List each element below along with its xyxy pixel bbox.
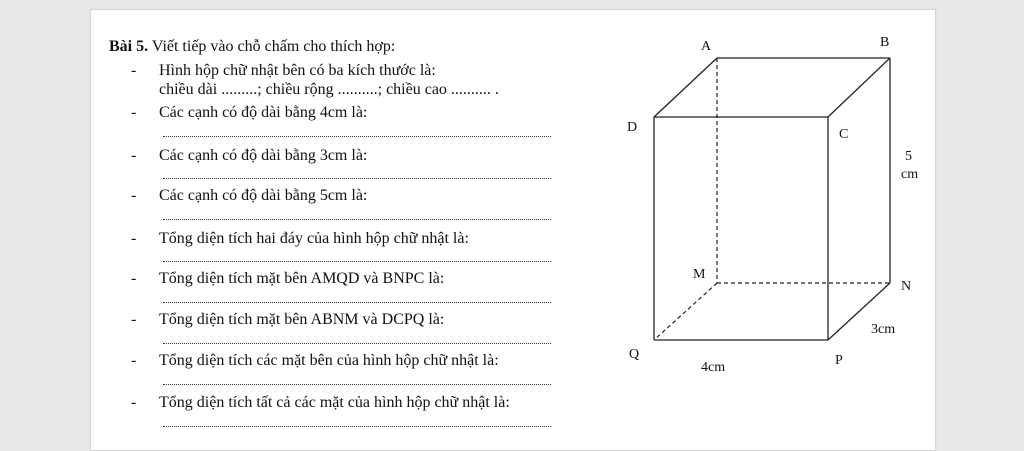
item-text: Các cạnh có độ dài bằng 3cm là: — [159, 147, 368, 164]
vertex-label-n: N — [901, 279, 912, 294]
bullet-dash: - — [131, 187, 137, 204]
item-text: Các cạnh có độ dài bằng 5cm là: — [159, 187, 368, 204]
bullet-dash: - — [131, 352, 137, 369]
bullet-dash: - — [131, 104, 137, 121]
vertex-label-b: B — [880, 35, 890, 50]
vertex-label-a: A — [701, 39, 712, 54]
item-text: Tổng diện tích hai đáy của hình hộp chữ nhật là: — [159, 230, 469, 247]
hidden-edge-mq — [654, 283, 717, 340]
height-unit-label: cm — [901, 167, 919, 182]
dimensions-line: chiều dài .........; chiều rộng ..........; chiều cao .......... . — [159, 81, 499, 98]
item-text: Tổng diện tích tất cả các mặt của hình hộp chữ nhật là: — [159, 394, 510, 411]
exercise-number: Bài 5. — [109, 38, 149, 55]
edge-da — [654, 58, 717, 117]
item-text: Các cạnh có độ dài bằng 4cm là: — [159, 104, 368, 121]
length-label: 4cm — [701, 360, 726, 375]
bullet-dash: - — [131, 147, 137, 164]
vertex-label-d: D — [627, 120, 638, 135]
bullet-dash: - — [131, 62, 137, 79]
bullet-dash: - — [131, 270, 137, 287]
worksheet-page — [90, 9, 936, 451]
width-label: 3cm — [871, 322, 896, 337]
vertex-label-m: M — [693, 267, 706, 282]
edge-cb — [828, 58, 890, 117]
item-text: Tổng diện tích các mặt bên của hình hộp chữ nhật là: — [159, 352, 499, 369]
height-value-label: 5 — [905, 149, 912, 164]
vertex-label-p: P — [835, 353, 843, 368]
bullet-dash: - — [131, 394, 137, 411]
vertex-label-c: C — [839, 127, 849, 142]
item-text: Tổng diện tích mặt bên AMQD và BNPC là: — [159, 270, 445, 287]
item-text: Hình hộp chữ nhật bên có ba kích thước là: — [159, 62, 436, 79]
bullet-dash: - — [131, 230, 137, 247]
vertex-label-q: Q — [629, 347, 640, 362]
item-text: Tổng diện tích mặt bên ABNM và DCPQ là: — [159, 311, 445, 328]
exercise-instruction: Viết tiếp vào chỗ chấm cho thích hợp: — [151, 38, 396, 55]
cuboid-figure — [91, 10, 935, 440]
bullet-dash: - — [131, 311, 137, 328]
